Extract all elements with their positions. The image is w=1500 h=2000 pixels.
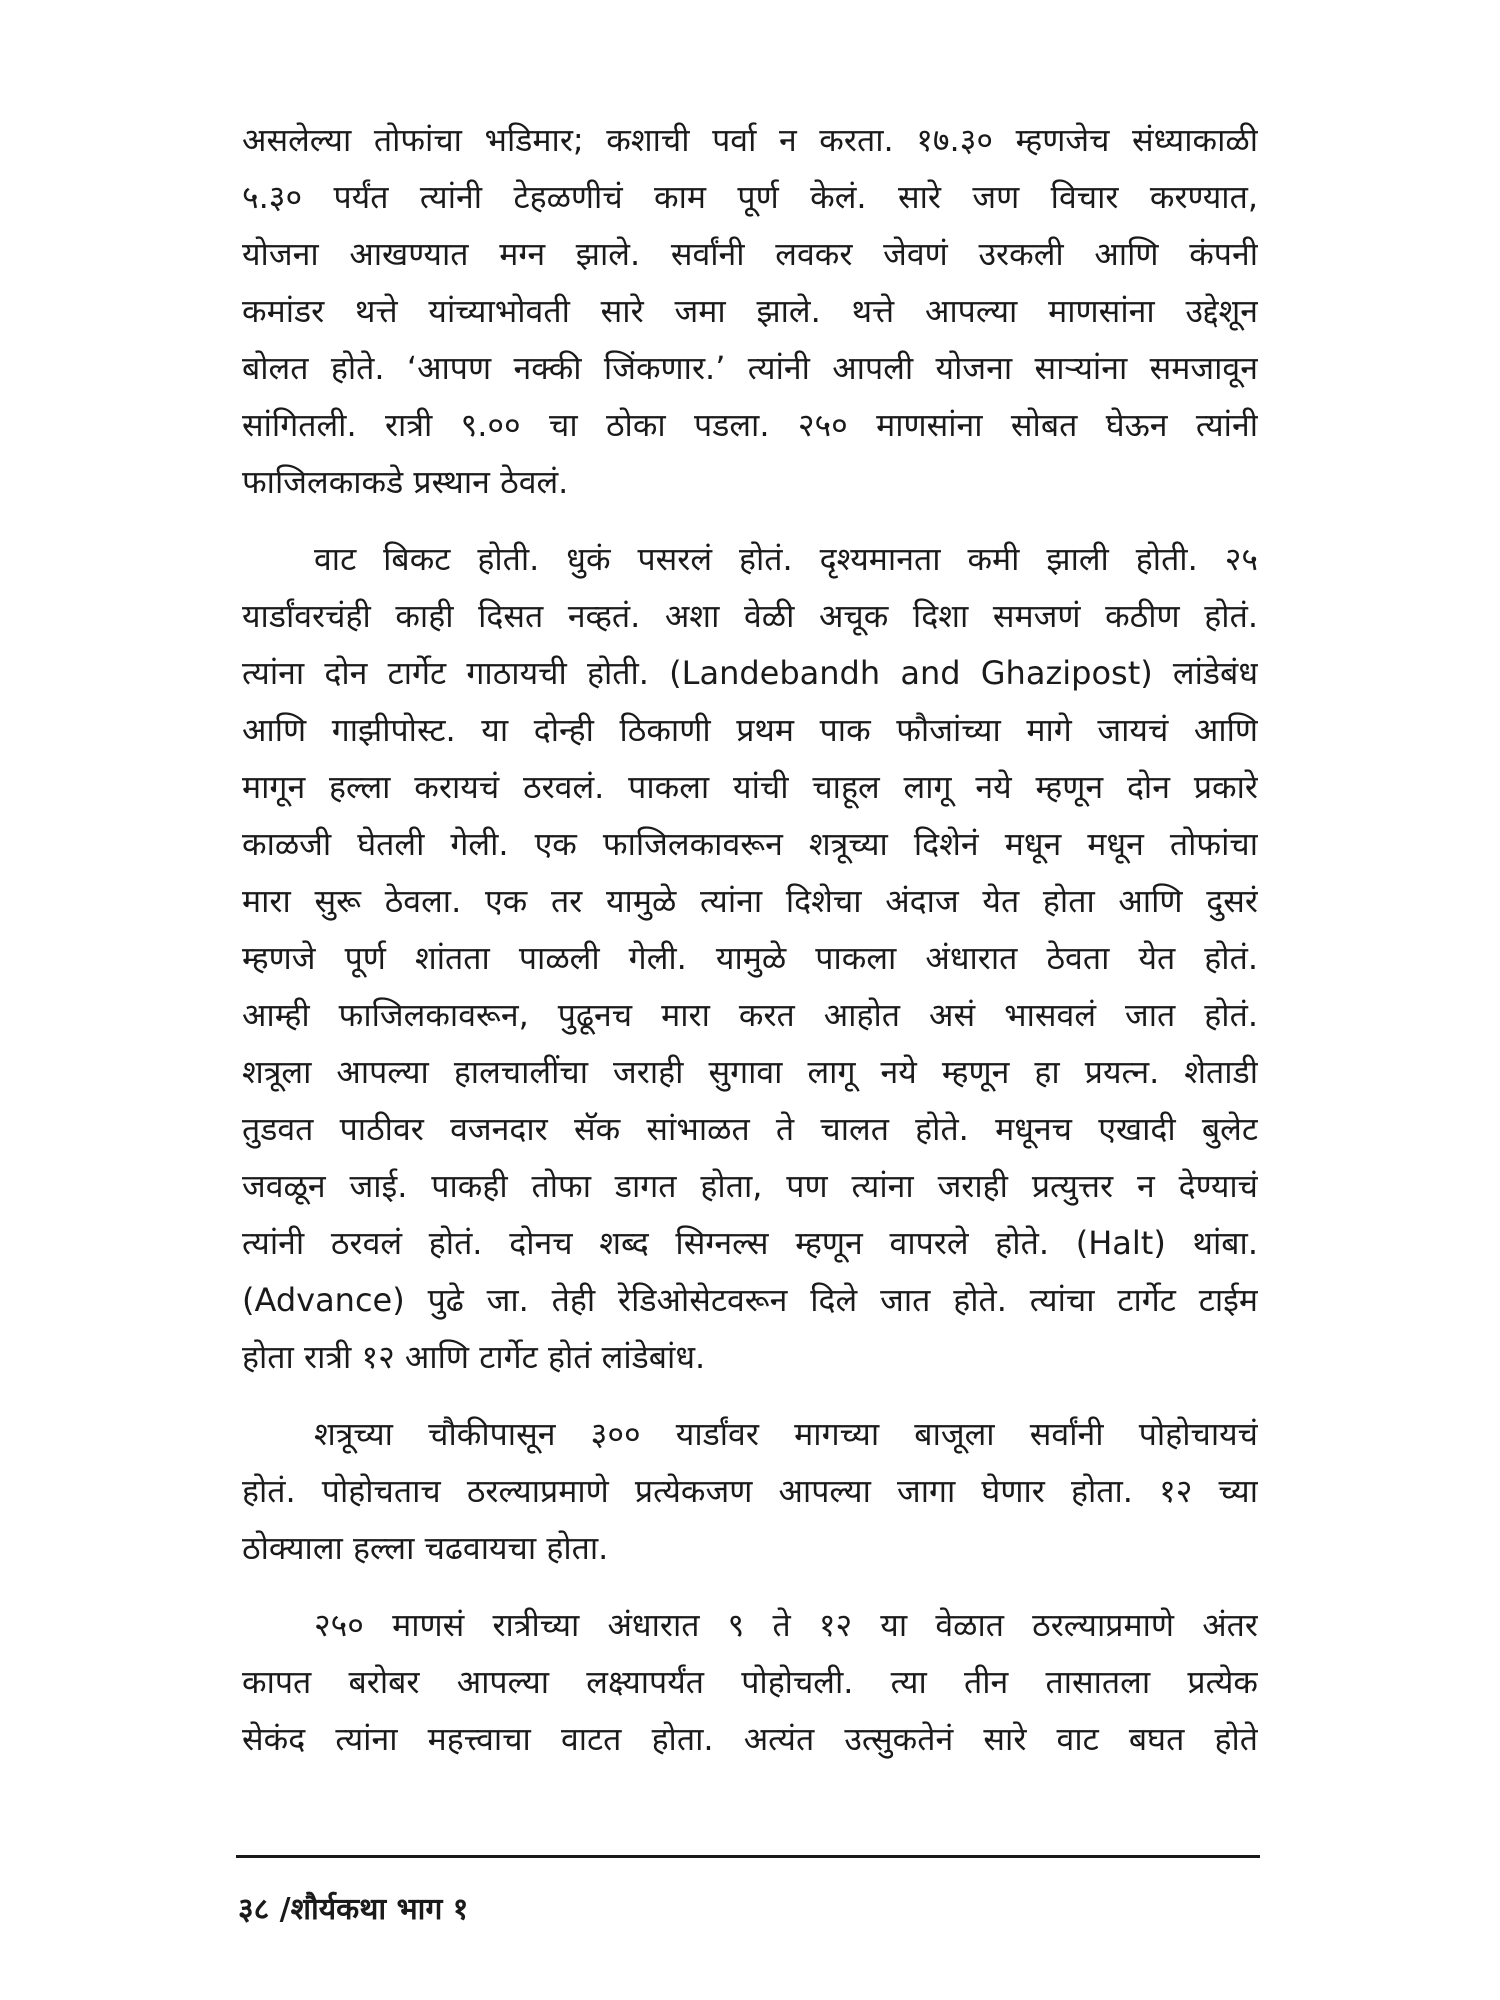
text-line: त्यांनी ठरवलं होतं. दोनच शब्द सिग्नल्स म्हणून वापरले होते. (Halt) थांबा. [242, 1224, 1258, 1262]
text-line: असलेल्या तोफांचा भडिमार; कशाची पर्वा न करता. १७.३० म्हणजेच संध्याकाळी [242, 121, 1258, 159]
text-line: मागून हल्ला करायचं ठरवलं. पाकला यांची चाहूल लागू नये म्हणून दोन प्रकारे [242, 768, 1258, 806]
text-line: योजना आखण्यात मग्न झाले. सर्वांनी लवकर जेवणं उरकली आणि कंपनी [242, 235, 1258, 273]
text-line: होतं. पोहोचताच ठरल्याप्रमाणे प्रत्येकजण आपल्या जागा घेणार होता. १२ च्या [242, 1472, 1258, 1510]
paragraph-3 [242, 1406, 1258, 1577]
text-line: कापत बरोबर आपल्या लक्ष्यापर्यंत पोहोचली. त्या तीन तासातला प्रत्येक [242, 1663, 1258, 1701]
text-line: सेकंद त्यांना महत्त्वाचा वाटत होता. अत्यंत उत्सुकतेनं सारे वाट बघत होते [242, 1720, 1258, 1758]
text-line: फाजिलकाकडे प्रस्थान ठेवलं. [242, 463, 569, 501]
text-line: जवळून जाई. पाकही तोफा डागत होता, पण त्यांना जराही प्रत्युत्तर न देण्याचं [242, 1167, 1258, 1205]
text-line: त्यांना दोन टार्गेट गाठायची होती. (Landebandh and Ghazipost) लांडेबंध [242, 654, 1258, 692]
text-line: २५० माणसं रात्रीच्या अंधारात ९ ते १२ या वेळात ठरल्याप्रमाणे अंतर [314, 1606, 1258, 1644]
text-line: शत्रूच्या चौकीपासून ३०० यार्डांवर मागच्या बाजूला सर्वांनी पोहोचायचं [314, 1415, 1258, 1453]
text-line: होता रात्री १२ आणि टार्गेट होतं लांडेबांध. [242, 1338, 706, 1376]
text-line: कमांडर थत्ते यांच्याभोवती सारे जमा झाले. थत्ते आपल्या माणसांना उद्देशून [242, 292, 1258, 330]
text-line: बोलत होते. ‘आपण नक्की जिंकणार.’ त्यांनी आपली योजना साऱ्यांना समजावून [242, 349, 1258, 387]
paragraph-2 [242, 531, 1258, 1386]
text-line: यार्डांवरचंही काही दिसत नव्हतं. अशा वेळी अचूक दिशा समजणं कठीण होतं. [242, 597, 1258, 635]
body-text [242, 112, 1258, 1768]
paragraph-1 [242, 112, 1258, 511]
page-footer: ३८ /शौर्यकथा भाग १ [238, 1892, 469, 1927]
text-line: सांगितली. रात्री ९.०० चा ठोका पडला. २५० माणसांना सोबत घेऊन त्यांनी [242, 406, 1258, 444]
text-line: म्हणजे पूर्ण शांतता पाळली गेली. यामुळे पाकला अंधारात ठेवता येत होतं. [242, 939, 1258, 977]
text-line: आम्ही फाजिलकावरून, पुढूनच मारा करत आहोत असं भासवलं जात होतं. [242, 996, 1258, 1034]
text-line: शत्रूला आपल्या हालचालींचा जराही सुगावा लागू नये म्हणून हा प्रयत्न. शेताडी [242, 1053, 1258, 1091]
text-line: मारा सुरू ठेवला. एक तर यामुळे त्यांना दिशेचा अंदाज येत होता आणि दुसरं [242, 882, 1258, 920]
text-line: ठोक्याला हल्ला चढवायचा होता. [242, 1529, 609, 1567]
footer-divider [236, 1855, 1260, 1858]
text-line: तुडवत पाठीवर वजनदार सॅक सांभाळत ते चालत होते. मधूनच एखादी बुलेट [242, 1110, 1258, 1148]
text-line: काळजी घेतली गेली. एक फाजिलकावरून शत्रूच्या दिशेनं मधून मधून तोफांचा [242, 825, 1258, 863]
text-line: (Advance) पुढे जा. तेही रेडिओसेटवरून दिले जात होते. त्यांचा टार्गेट टाईम [242, 1281, 1258, 1319]
paragraph-4 [242, 1597, 1258, 1768]
text-line: आणि गाझीपोस्ट. या दोन्ही ठिकाणी प्रथम पाक फौजांच्या मागे जायचं आणि [242, 711, 1258, 749]
text-line: ५.३० पर्यंत त्यांनी टेहळणीचं काम पूर्ण केलं. सारे जण विचार करण्यात, [242, 178, 1258, 216]
text-line: वाट बिकट होती. धुकं पसरलं होतं. दृश्यमानता कमी झाली होती. २५ [314, 540, 1258, 578]
